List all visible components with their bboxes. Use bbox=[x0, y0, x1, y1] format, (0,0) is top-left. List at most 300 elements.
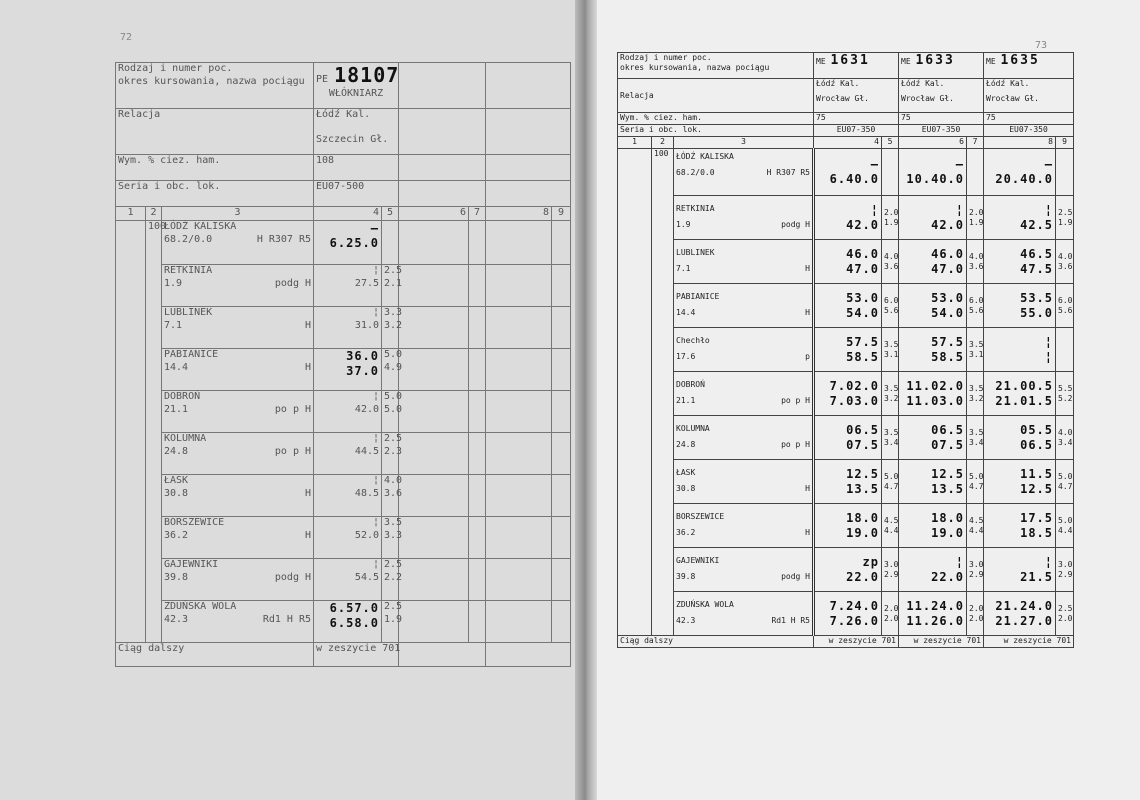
runtime-bottom: 4.7 bbox=[884, 481, 899, 491]
time-cell bbox=[814, 196, 882, 240]
empty-cell bbox=[399, 517, 469, 559]
time-cell bbox=[814, 284, 882, 328]
time-bottom: 55.0 bbox=[1020, 305, 1053, 320]
runtime-bottom: 2.0 bbox=[969, 613, 984, 623]
empty-train-cell bbox=[399, 181, 486, 207]
time-top: 46.0 bbox=[931, 246, 964, 261]
continued-ref: w zeszycie 701 bbox=[314, 643, 399, 667]
runtime-bottom: 4.9 bbox=[384, 361, 403, 373]
runtime-top: 4.0 bbox=[969, 251, 984, 261]
time-top: ¦ bbox=[372, 391, 380, 402]
time-bottom: 19.0 bbox=[931, 525, 964, 540]
station-meta bbox=[164, 614, 311, 627]
station-row bbox=[116, 517, 571, 559]
time-top: 46.0 bbox=[846, 246, 879, 261]
runtime-bottom: 3.6 bbox=[1058, 261, 1073, 271]
runtime-cell bbox=[382, 307, 403, 349]
station-row bbox=[116, 391, 571, 433]
station-code: H bbox=[304, 319, 312, 331]
runtime-top: 2.5 bbox=[384, 601, 403, 612]
station-code: podg H bbox=[781, 220, 810, 229]
station-cell bbox=[674, 504, 814, 548]
station-code: po p H bbox=[781, 440, 810, 449]
empty-cell bbox=[469, 265, 486, 307]
runtime-top: 4.0 bbox=[1058, 251, 1073, 261]
station-km: 1.9 bbox=[164, 277, 183, 289]
train-name: WŁÓKNIARZ bbox=[328, 88, 384, 99]
column-number-row bbox=[116, 207, 571, 221]
brake-label: Wym. % ciez. ham. bbox=[116, 155, 314, 181]
train-number-cell-1633 bbox=[899, 53, 984, 79]
runtime-bottom: 5.6 bbox=[969, 305, 984, 315]
empty-cell bbox=[486, 475, 552, 517]
time-cell bbox=[314, 391, 382, 433]
runtime-cell bbox=[882, 240, 899, 284]
time-cell bbox=[814, 240, 882, 284]
station-cell bbox=[162, 221, 314, 265]
station-km: 30.8 bbox=[164, 487, 189, 499]
runtime-cell bbox=[882, 149, 899, 196]
loco-value: EU07-500 bbox=[314, 181, 399, 207]
time-top: 11.02.0 bbox=[906, 378, 964, 393]
station-code: H bbox=[304, 361, 312, 373]
runtime-cell bbox=[1056, 504, 1074, 548]
station-meta bbox=[164, 404, 311, 417]
runtime-top: 5.0 bbox=[384, 349, 403, 360]
time-cell bbox=[984, 284, 1056, 328]
runtime-bottom: 3.6 bbox=[969, 261, 984, 271]
time-top: 53.5 bbox=[1020, 290, 1053, 305]
station-code: podg H bbox=[781, 572, 810, 581]
col-number: 5 bbox=[882, 137, 899, 149]
station-row bbox=[116, 433, 571, 475]
brake-value: 75 bbox=[899, 113, 984, 125]
time-top: 18.0 bbox=[931, 510, 964, 525]
empty-cell bbox=[552, 349, 571, 391]
time-cell bbox=[984, 504, 1056, 548]
time-top: ¦ bbox=[372, 559, 380, 570]
station-row bbox=[116, 307, 571, 349]
runtime-bottom: 2.2 bbox=[384, 571, 403, 583]
runtime-cell bbox=[967, 196, 984, 240]
time-cell bbox=[984, 196, 1056, 240]
col-number: 3 bbox=[674, 137, 814, 149]
station-code: podg H bbox=[274, 571, 312, 583]
station-code: Rd1 H R5 bbox=[771, 616, 810, 625]
runtime-cell bbox=[967, 240, 984, 284]
station-code: H bbox=[805, 528, 810, 537]
km-start: 100 bbox=[652, 149, 674, 636]
col-number: 6 bbox=[899, 137, 967, 149]
empty-cell bbox=[399, 475, 469, 517]
time-cell bbox=[899, 372, 967, 416]
runtime-cell bbox=[1056, 592, 1074, 636]
station-name: GAJEWNIKI bbox=[676, 556, 720, 565]
runtime-cell bbox=[882, 284, 899, 328]
runtime-cell bbox=[882, 196, 899, 240]
station-name: RETKINIA bbox=[164, 265, 213, 276]
time-bottom: 22.0 bbox=[846, 569, 879, 584]
time-bottom: 42.0 bbox=[846, 217, 879, 232]
time-top: zp bbox=[862, 554, 879, 569]
runtime-cell bbox=[967, 372, 984, 416]
runtime-top: 3.5 bbox=[969, 383, 984, 393]
runtime-top: 4.0 bbox=[884, 251, 899, 261]
time-bottom: 7.26.0 bbox=[829, 613, 879, 628]
empty-cell bbox=[469, 517, 486, 559]
station-cell bbox=[162, 559, 314, 601]
time-top: — bbox=[1044, 157, 1053, 171]
station-name: ŁÓDŹ KALISKA bbox=[164, 221, 237, 232]
empty-cell bbox=[552, 221, 571, 265]
runtime-bottom: 4.7 bbox=[969, 481, 984, 491]
time-bottom: ¦ bbox=[1044, 349, 1053, 364]
runtime-cell bbox=[967, 416, 984, 460]
empty-cell bbox=[552, 517, 571, 559]
station-km: 14.4 bbox=[164, 361, 189, 373]
col1-blank bbox=[116, 221, 146, 643]
left-timetable bbox=[115, 62, 571, 667]
station-cell bbox=[674, 149, 814, 196]
time-bottom: 22.0 bbox=[931, 569, 964, 584]
runtime-cell bbox=[382, 559, 403, 601]
empty-cell bbox=[399, 433, 469, 475]
time-top: ¦ bbox=[372, 307, 380, 318]
runtime-bottom: 4.4 bbox=[969, 525, 984, 535]
runtime-top: 2.5 bbox=[1058, 207, 1073, 217]
loco-label: Seria i obc. lok. bbox=[116, 181, 314, 207]
station-name: RETKINIA bbox=[676, 204, 715, 213]
station-meta bbox=[676, 572, 810, 582]
station-code: H bbox=[805, 308, 810, 317]
time-top: ¦ bbox=[372, 265, 380, 276]
station-km: 30.8 bbox=[676, 484, 696, 493]
station-name: DOBROŃ bbox=[676, 380, 705, 389]
station-cell bbox=[162, 475, 314, 517]
train-type-header-cell bbox=[116, 63, 314, 109]
time-cell bbox=[899, 548, 967, 592]
time-bottom: 11.26.0 bbox=[906, 613, 964, 628]
runtime-bottom: 3.1 bbox=[884, 349, 899, 359]
continued-ref: w zeszycie 701 bbox=[899, 636, 984, 648]
empty-cell bbox=[399, 349, 469, 391]
empty-cell bbox=[552, 433, 571, 475]
right-timetable bbox=[617, 52, 1074, 648]
train-type-header-cell bbox=[618, 53, 814, 79]
empty-cell bbox=[486, 517, 552, 559]
runtime-cell bbox=[967, 548, 984, 592]
station-km: 39.8 bbox=[164, 571, 189, 583]
empty-cell bbox=[552, 559, 571, 601]
time-top: 46.5 bbox=[1020, 246, 1053, 261]
station-name: KOLUMNA bbox=[164, 433, 207, 444]
time-cell bbox=[899, 149, 967, 196]
runtime-top: 3.5 bbox=[884, 339, 899, 349]
runtime-bottom: 4.7 bbox=[1058, 481, 1073, 491]
runtime-top: 2.5 bbox=[384, 559, 403, 570]
runtime-top: 6.0 bbox=[884, 295, 899, 305]
time-cell bbox=[899, 416, 967, 460]
station-code: H R307 R5 bbox=[766, 168, 810, 177]
station-name: GAJEWNIKI bbox=[164, 559, 219, 570]
runtime-top: 2.5 bbox=[1058, 603, 1073, 613]
time-bottom: 06.5 bbox=[1020, 437, 1053, 452]
runtime-top: 4.5 bbox=[884, 515, 899, 525]
runtime-bottom: 2.3 bbox=[384, 445, 403, 457]
runtime-cell bbox=[882, 548, 899, 592]
station-row bbox=[618, 504, 1074, 548]
empty-cell bbox=[486, 349, 552, 391]
runtime-bottom: 3.3 bbox=[384, 529, 403, 541]
time-top: — bbox=[370, 221, 380, 235]
station-row bbox=[116, 601, 571, 643]
time-bottom: 07.5 bbox=[931, 437, 964, 452]
runtime-cell bbox=[1056, 284, 1074, 328]
station-row bbox=[116, 349, 571, 391]
time-cell bbox=[314, 433, 382, 475]
station-row bbox=[618, 460, 1074, 504]
time-bottom: 31.0 bbox=[354, 319, 380, 331]
runtime-cell bbox=[1056, 548, 1074, 592]
empty-cell bbox=[469, 433, 486, 475]
station-row bbox=[116, 221, 571, 265]
runtime-top: 3.0 bbox=[884, 559, 899, 569]
time-cell bbox=[814, 592, 882, 636]
time-bottom: 48.5 bbox=[354, 487, 380, 499]
time-top: — bbox=[955, 157, 964, 171]
station-cell bbox=[674, 284, 814, 328]
time-top: 06.5 bbox=[846, 422, 879, 437]
time-bottom: 6.40.0 bbox=[829, 172, 879, 186]
time-bottom: 47.0 bbox=[931, 261, 964, 276]
time-bottom: 42.0 bbox=[931, 217, 964, 232]
station-code: podg H bbox=[274, 277, 312, 289]
time-bottom: 6.25.0 bbox=[329, 236, 380, 250]
runtime-bottom: 1.9 bbox=[884, 217, 899, 227]
runtime-top: 4.0 bbox=[384, 475, 403, 486]
runtime-cell bbox=[967, 149, 984, 196]
time-bottom: 58.5 bbox=[931, 349, 964, 364]
empty-cell bbox=[469, 601, 486, 643]
runtime-top: 3.0 bbox=[1058, 559, 1073, 569]
station-km: 7.1 bbox=[164, 319, 183, 331]
station-km: 68.2/0.0 bbox=[676, 168, 715, 177]
runtime-top: 2.0 bbox=[884, 603, 899, 613]
runtime-bottom: 3.2 bbox=[884, 393, 899, 403]
runtime-bottom: 5.6 bbox=[1058, 305, 1073, 315]
runtime-cell bbox=[882, 328, 899, 372]
col-number: 7 bbox=[967, 137, 984, 149]
station-code: H bbox=[805, 264, 810, 273]
time-top: 7.02.0 bbox=[829, 378, 879, 393]
time-bottom: 58.5 bbox=[846, 349, 879, 364]
page-number-right: 73 bbox=[1035, 40, 1048, 51]
time-bottom: 21.01.5 bbox=[995, 393, 1053, 408]
runtime-top: 3.5 bbox=[884, 383, 899, 393]
time-cell bbox=[984, 548, 1056, 592]
station-meta bbox=[164, 488, 311, 501]
time-cell bbox=[899, 240, 967, 284]
station-meta bbox=[676, 528, 810, 538]
station-name: ŁASK bbox=[676, 468, 696, 477]
train-number: 1635 bbox=[1000, 53, 1040, 68]
time-bottom: 10.40.0 bbox=[906, 172, 964, 186]
train-prefix: ME bbox=[901, 57, 911, 66]
loco-value: EU07-350 bbox=[984, 125, 1074, 137]
time-bottom: 42.0 bbox=[354, 403, 380, 415]
runtime-cell bbox=[882, 372, 899, 416]
runtime-cell bbox=[967, 504, 984, 548]
empty-cell bbox=[469, 307, 486, 349]
continued-ref: w zeszycie 701 bbox=[814, 636, 899, 648]
col-number: 5 bbox=[382, 207, 399, 221]
station-name: ŁÓDŹ KALISKA bbox=[676, 152, 734, 161]
runtime-cell bbox=[882, 460, 899, 504]
empty-train-cell bbox=[486, 109, 571, 155]
station-name: Chechło bbox=[676, 336, 710, 345]
station-cell bbox=[162, 307, 314, 349]
station-km: 14.4 bbox=[676, 308, 696, 317]
station-meta bbox=[676, 616, 810, 626]
empty-cell bbox=[399, 221, 469, 265]
empty-cell bbox=[469, 475, 486, 517]
time-cell bbox=[314, 517, 382, 559]
station-cell bbox=[162, 601, 314, 643]
station-km: 1.9 bbox=[676, 220, 691, 229]
runtime-top: 4.0 bbox=[1058, 427, 1073, 437]
empty-cell bbox=[486, 265, 552, 307]
time-cell bbox=[814, 504, 882, 548]
empty-train-cell bbox=[399, 155, 486, 181]
km-start: 100 bbox=[146, 221, 162, 643]
runtime-bottom: 3.4 bbox=[1058, 437, 1073, 447]
time-top: ¦ bbox=[1044, 334, 1053, 349]
time-top: 57.5 bbox=[846, 334, 879, 349]
runtime-bottom: 3.2 bbox=[969, 393, 984, 403]
station-km: 36.2 bbox=[164, 529, 189, 541]
runtime-cell bbox=[1056, 416, 1074, 460]
runtime-cell bbox=[382, 265, 403, 307]
station-row bbox=[618, 149, 1074, 196]
empty-train-cell bbox=[486, 63, 571, 109]
runtime-top: 2.5 bbox=[384, 433, 403, 444]
station-name: PABIANICE bbox=[164, 349, 219, 360]
page-number-left: 72 bbox=[120, 32, 133, 43]
time-cell bbox=[314, 601, 382, 643]
empty-cell bbox=[399, 391, 469, 433]
runtime-cell bbox=[1056, 460, 1074, 504]
col1-blank bbox=[618, 149, 652, 636]
time-top: 12.5 bbox=[846, 466, 879, 481]
time-cell bbox=[314, 475, 382, 517]
empty-cell bbox=[469, 221, 486, 265]
runtime-top: 3.5 bbox=[969, 339, 984, 349]
station-meta bbox=[164, 320, 311, 333]
empty-cell bbox=[399, 559, 469, 601]
station-meta bbox=[164, 234, 311, 247]
time-cell bbox=[814, 548, 882, 592]
runtime-bottom: 3.1 bbox=[969, 349, 984, 359]
empty-cell bbox=[486, 601, 552, 643]
time-bottom: 52.0 bbox=[354, 529, 380, 541]
runtime-top: 5.0 bbox=[969, 471, 984, 481]
station-name: LUBLINEK bbox=[676, 248, 715, 257]
time-top: ¦ bbox=[372, 475, 380, 486]
station-row bbox=[618, 548, 1074, 592]
station-km: 39.8 bbox=[676, 572, 696, 581]
empty-cell bbox=[399, 265, 469, 307]
station-name: DOBROŃ bbox=[164, 391, 201, 402]
empty-cell bbox=[552, 475, 571, 517]
runtime-top: 2.0 bbox=[969, 207, 984, 217]
runtime-top: 3.5 bbox=[969, 427, 984, 437]
time-bottom: 27.5 bbox=[354, 277, 380, 289]
runtime-cell bbox=[1056, 372, 1074, 416]
station-row bbox=[116, 265, 571, 307]
time-cell bbox=[899, 284, 967, 328]
time-bottom: 20.40.0 bbox=[995, 172, 1053, 186]
runtime-bottom: 3.6 bbox=[884, 261, 899, 271]
relation-cell bbox=[899, 79, 984, 113]
brake-value: 108 bbox=[314, 155, 399, 181]
station-meta bbox=[164, 362, 311, 375]
brake-label: Wym. % ciez. ham. bbox=[618, 113, 814, 125]
runtime-top: 5.5 bbox=[1058, 383, 1073, 393]
time-bottom: 47.0 bbox=[846, 261, 879, 276]
station-meta bbox=[676, 168, 810, 178]
station-cell bbox=[162, 265, 314, 307]
train-number: 18107 bbox=[334, 63, 400, 87]
station-meta bbox=[164, 278, 311, 291]
train-type-label: Rodzaj i numer poc. bbox=[118, 63, 233, 74]
station-km: 42.3 bbox=[676, 616, 696, 625]
station-cell bbox=[674, 328, 814, 372]
runtime-top: 3.3 bbox=[384, 307, 403, 318]
station-code: po p H bbox=[274, 445, 312, 457]
runtime-bottom: 5.0 bbox=[384, 403, 403, 415]
station-meta bbox=[164, 572, 311, 585]
runtime-top: 5.0 bbox=[384, 391, 403, 402]
station-cell bbox=[162, 391, 314, 433]
runtime-top: 5.0 bbox=[884, 471, 899, 481]
relation-to: Wrocław Gł. bbox=[816, 94, 869, 103]
time-bottom: 44.5 bbox=[354, 445, 380, 457]
empty-train-cell bbox=[486, 643, 571, 667]
station-cell bbox=[674, 548, 814, 592]
station-meta bbox=[676, 308, 810, 318]
station-meta bbox=[676, 484, 810, 494]
station-meta bbox=[676, 440, 810, 450]
station-name: ZDUŃSKA WOLA bbox=[164, 601, 237, 612]
empty-cell bbox=[399, 601, 469, 643]
runtime-top: 4.5 bbox=[969, 515, 984, 525]
brake-value: 75 bbox=[984, 113, 1074, 125]
runtime-cell bbox=[882, 592, 899, 636]
time-cell bbox=[984, 592, 1056, 636]
column-number-row bbox=[618, 137, 1074, 149]
runtime-top: 3.5 bbox=[884, 427, 899, 437]
runtime-cell bbox=[382, 349, 403, 391]
time-top: ¦ bbox=[372, 517, 380, 528]
empty-train-cell bbox=[399, 63, 486, 109]
time-bottom: 19.0 bbox=[846, 525, 879, 540]
relation-cell bbox=[314, 109, 399, 155]
empty-cell bbox=[469, 391, 486, 433]
time-top: ¦ bbox=[955, 202, 964, 217]
station-km: 17.6 bbox=[676, 352, 696, 361]
relation-to: Szczecin Gł. bbox=[316, 133, 389, 145]
station-cell bbox=[674, 416, 814, 460]
